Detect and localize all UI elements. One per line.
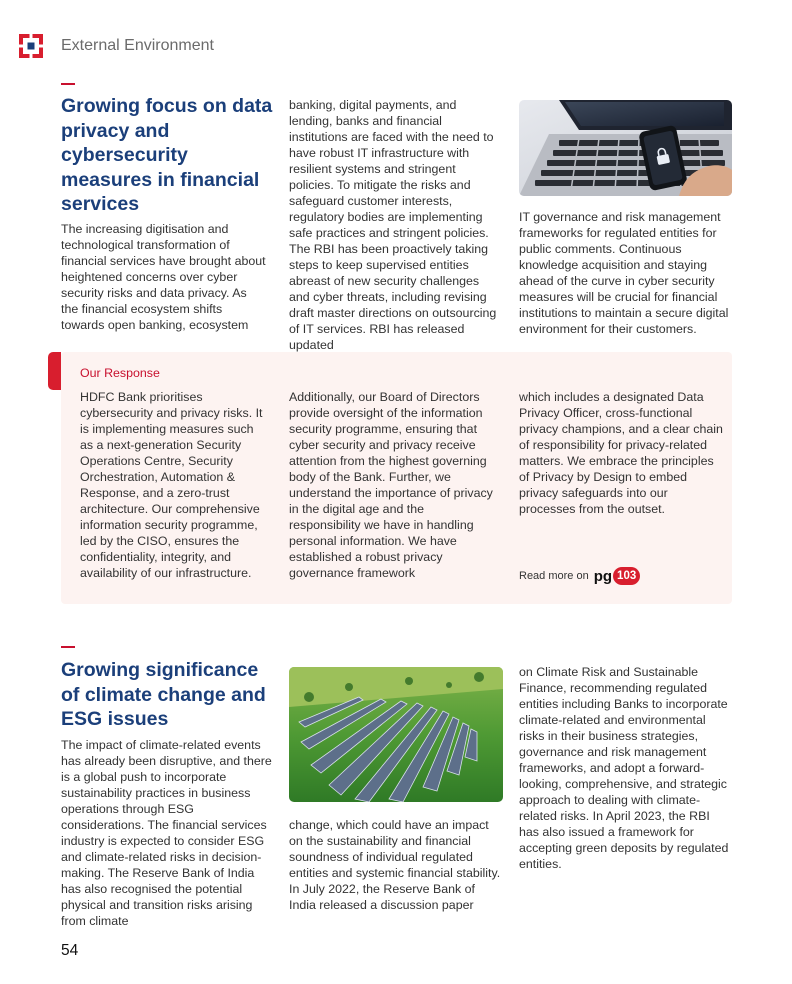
climate-column-1: The impact of climate-related events has already been disruptive, and there is a global push to incorporate sustainability practices in business operations through ESG considerations. The financial services industry is expected to consider ESG and climate-related risks in decision-making. The Reserve Bank of India has also recognised the potential physical and transition risks arising from climate [61, 738, 272, 928]
section-label: External Environment [61, 37, 214, 54]
response-column-3: which includes a designated Data Privacy Officer, cross-functional privacy champions, and a clear chain of responsibility for privacy-related matters. We embrace the principles of Privacy by Design to embed privacy safeguards into our processes from the outset. [519, 390, 723, 516]
accent-dash [61, 83, 75, 85]
section-heading-climate: Growing significance of climate change and ESG issues [61, 659, 266, 730]
bank-logo-icon [19, 34, 43, 58]
read-more-label: Read more on [519, 570, 589, 582]
privacy-column-3: IT governance and risk management frameworks for regulated entities for public comments. Continuous knowledge acquisition and staying ahead of the curve in cyber security measures will be crucial for financial institutions to maintain a secure digital environment for their customers. [519, 210, 729, 336]
accent-dash [61, 646, 75, 648]
page-ref-label: pg [593, 567, 613, 585]
page-ref-number: 103 [613, 567, 640, 585]
privacy-column-2: banking, digital payments, and lending, banks and financial institutions are faced with the need to have robust IT infrastructure with resilient systems and stringent policies. To mitigate the risks and safeguard customer interests, regulatory bodies are implementing safe practices and stringent policies. The RBI has been proactively taking steps to keep supervised entities abreast of new security challenges and cyber threats, including revising draft master directions on outsourcing of IT services. RBI has released updated [289, 98, 497, 352]
privacy-column-1: The increasing digitisation and technological transformation of financial services have brought about heightened concerns over cyber security risks and data privacy. As the financial ecosystem shifts towards open banking, ecosystem [61, 222, 266, 332]
response-column-2: Additionally, our Board of Directors provide oversight of the information security programme, ensuring that cyber security and privacy receive attention from the highest governing body of the Bank. Further, we understand the importance of privacy in the digital age and the responsibility we have in handling personal information. We have established a robust privacy governance framework [289, 390, 493, 580]
our-response-title: Our Response [80, 366, 160, 380]
section-heading-privacy: Growing focus on data privacy and cybersecurity measures in financial services [61, 95, 273, 215]
solar-farm-photo [289, 667, 503, 802]
response-accent-tab [48, 352, 61, 390]
response-column-1: HDFC Bank prioritises cybersecurity and privacy risks. It is implementing measures such as a next-generation Security Operations Centre, Security Orchestration, Automation & Response, and a zero-trust architecture. Our comprehensive information security programme, led by the CISO, ensures the confidentiality, integrity, and availability of our infrastructure. [80, 390, 263, 580]
climate-column-2: change, which could have an impact on the sustainability and financial soundness of individual regulated entities and systemic financial stability. In July 2022, the Reserve Bank of India released a discussion paper [289, 818, 501, 912]
climate-column-3: on Climate Risk and Sustainable Finance, recommending regulated entities including Banks to incorporate climate-related and environmental risks in their business strategies, governance and risk management frameworks, and adopt a forward-looking, comprehensive, and strategic approach to dealing with climate-related risks. In April 2023, the RBI has also issued a framework for accepting green deposits by regulated entities. [519, 665, 729, 871]
read-more-link[interactable] [519, 567, 640, 585]
laptop-security-photo [519, 100, 732, 196]
page-number: 54 [61, 942, 79, 959]
